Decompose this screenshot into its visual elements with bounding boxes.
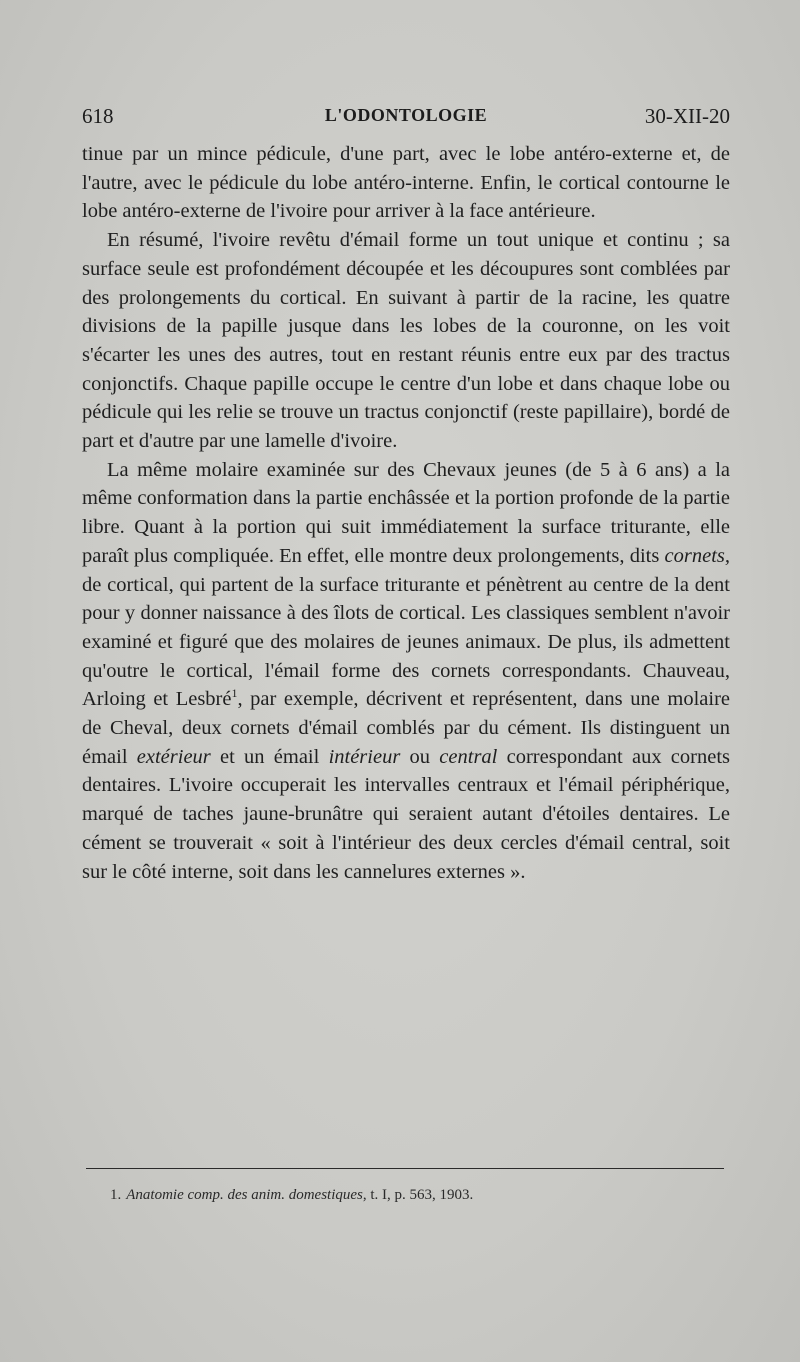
page-number: 618 — [82, 104, 114, 128]
paragraph-3 — [82, 456, 730, 887]
paragraph-3-text: ou — [400, 745, 440, 768]
footnote-details: , t. I, p. 563, 1903. — [362, 1187, 474, 1203]
paragraph-2: En résumé, l'ivoire revêtu d'émail forme un tout unique et continu ; sa surface seule est profondément découpée et les découpures sont comblées par des prolongements du cortical. En suivant à partir de la racine, les quatre divisions de la papille jusque dans les lobes de la couronne, on les voit s'écarter les unes des autres, tout en restant réunis entre eux par des tractus conjonctifs. Chaque papille occupe le centre d'un lobe et dans chaque lobe ou pédicule qui les relie se trouve un tractus conjonctif (reste papillaire), bordé de part et d'autre par une lamelle d'ivoire. — [82, 229, 730, 453]
footnote-title: Anatomie comp. des anim. domestiques — [126, 1187, 363, 1203]
paragraph-3-text: correspondant aux cornets dentaires. L'ivoire occuperait les intervalles centraux et l'émail périphérique, marqué de taches jaune-brunâtre qui seraient autant d'étoiles dentaires. Le cément se trouverait « soit à l'intérieur des deux cercles d'émail central, soit sur le côté interne, soit dans les cannelures externes ». — [82, 745, 731, 883]
footnote-divider — [86, 1168, 724, 1169]
footnote-number: 1. — [110, 1187, 122, 1203]
paragraph-3-text: et un émail — [210, 745, 329, 768]
body-text — [82, 140, 730, 886]
footnote — [110, 1187, 473, 1204]
paragraph-3-text: de cortical, qui partent de la surface triturante et pénètrent au centre de la dent pour y donner naissance à des îlots de cortical. Les classiques semblent n'avoir examiné et figuré que des molaires de jeunes animaux. De plus, ils admettent qu'outre le cortical, l'émail forme des cornets correspondants. Chauveau, Arloing et Lesbré — [82, 573, 730, 711]
term-exterieur: extérieur — [136, 745, 211, 768]
paragraph-3-text: , par exemple, décrivent et représentent, dans une molaire de Cheval, deux cornets d'émail comblés par du cément. Ils distinguent un émail — [82, 688, 730, 768]
paragraph-3-text: La même molaire examinée sur des Chevaux jeunes (de 5 à 6 ans) a la même conformation dans la partie enchâssée et la portion profonde de la partie libre. Quant à la portion qui suit immédiatement la surface triturante, elle paraît plus compliquée. En effet, elle montre deux prolongements, dits — [82, 458, 730, 567]
running-head — [82, 104, 730, 134]
term-central: central — [439, 745, 498, 768]
issue-date: 30-XII-20 — [644, 104, 730, 128]
term-cornets: cornets, — [664, 544, 730, 567]
journal-title: L'ODONTOLOGIE — [324, 105, 488, 125]
paragraph-1: tinue par un mince pédicule, d'une part, avec le lobe antéro-externe et, de l'autre, avec le pédicule du lobe antéro-interne. Enfin, le cortical contourne le lobe antéro-externe de l'ivoire pour arriver à la face antérieure. — [82, 143, 730, 223]
footnote-reference[interactable]: 1 — [231, 686, 238, 701]
term-interieur: intérieur — [328, 745, 401, 768]
